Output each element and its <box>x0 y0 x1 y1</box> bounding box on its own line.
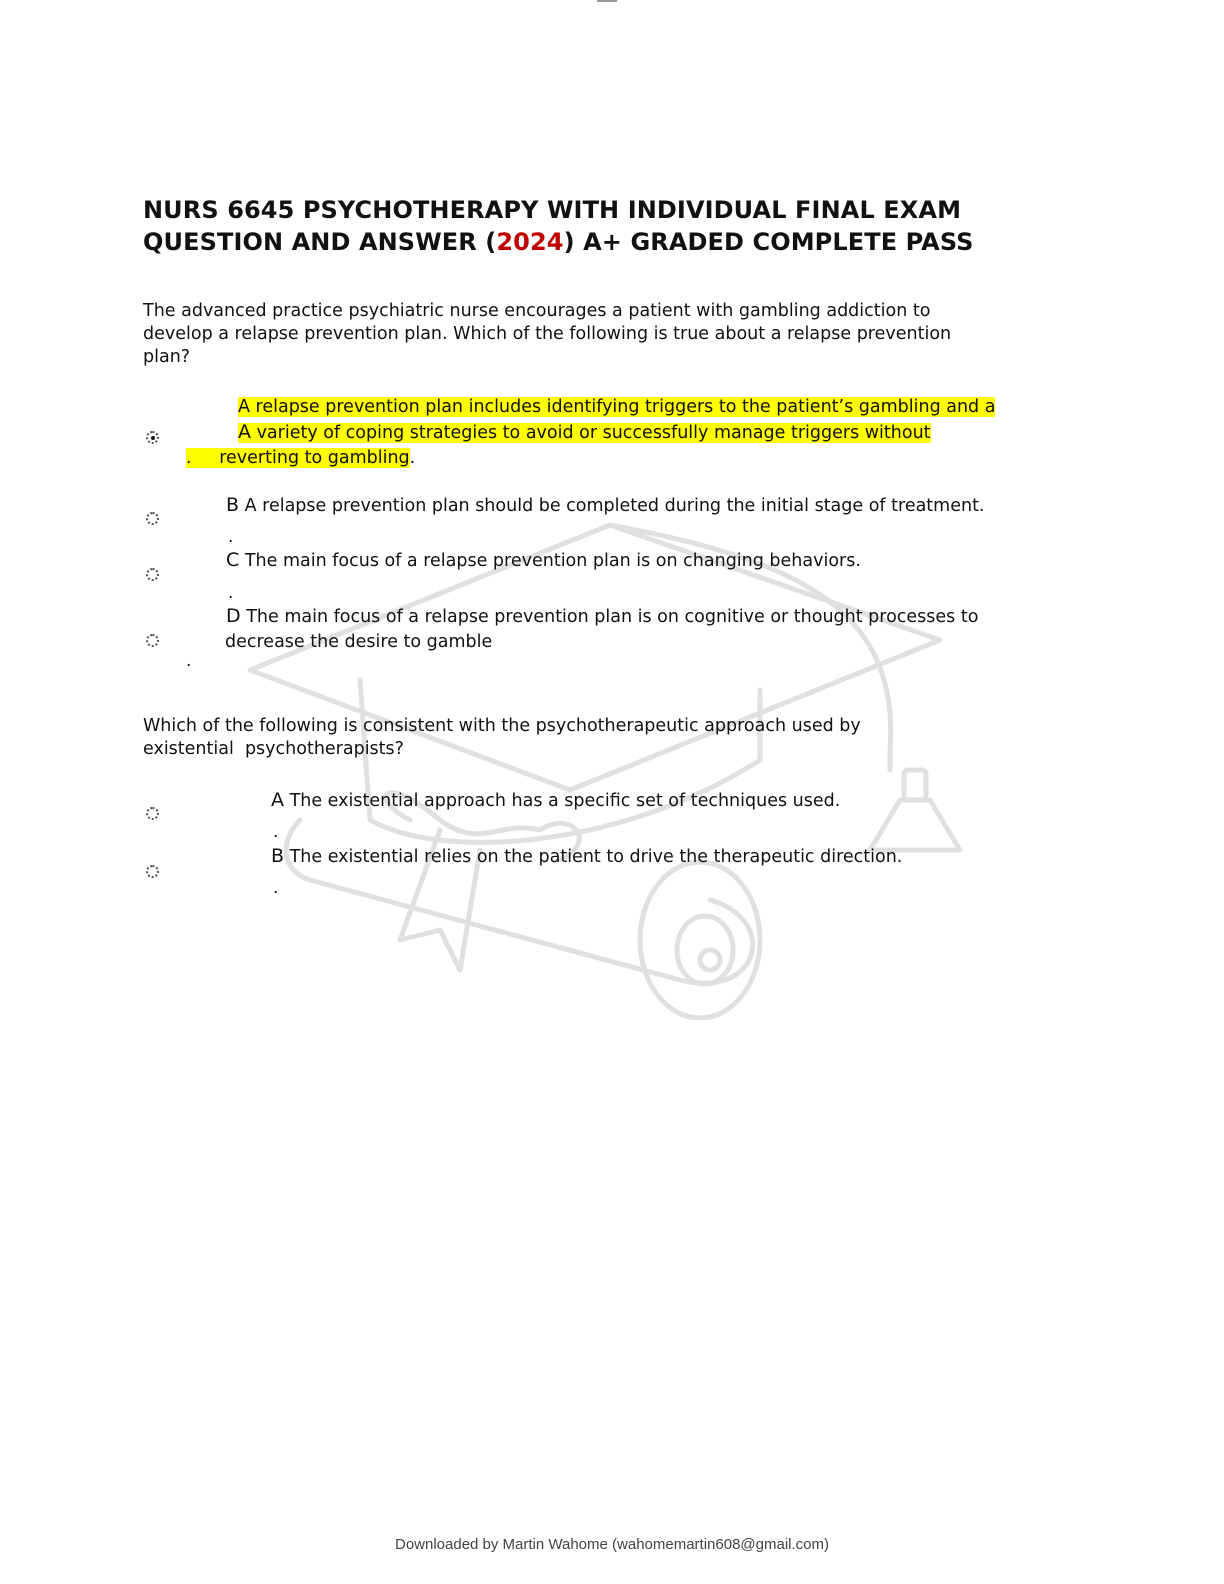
download-footer: Downloaded by Martin Wahome (wahomemartin608@gmail.com) <box>394 1536 829 1553</box>
q1-option-b-text: A relapse prevention plan should be completed during the initial stage of treatment. <box>239 496 985 516</box>
q1-option-d-text-2: decrease the desire to gamble <box>225 632 493 652</box>
q1-option-a-period: . <box>409 448 416 468</box>
q1-option-c <box>226 547 861 574</box>
question-1-text <box>143 300 1063 369</box>
question-1-line-3: plan? <box>143 347 191 367</box>
q1-option-d-line-1 <box>226 603 978 630</box>
q2-option-b-radio[interactable] <box>146 865 159 878</box>
question-2-text <box>143 715 1063 761</box>
q1-option-b-bullet: . <box>228 527 234 547</box>
q2-option-a-radio[interactable] <box>146 807 159 820</box>
document-title <box>143 194 974 258</box>
q1-option-d-text-1: The main focus of a relapse prevention plan is on cognitive or thought processes to <box>240 607 979 627</box>
q2-option-b <box>271 843 902 870</box>
q1-option-b-radio[interactable] <box>146 512 159 525</box>
question-2-line-2: existential psychotherapists? <box>143 739 404 759</box>
q1-option-a-text-2: variety of coping strategies to avoid or successfully manage triggers without <box>251 423 931 443</box>
top-marker <box>597 0 617 2</box>
q2-option-a <box>271 787 840 814</box>
q1-option-a-line-3 <box>186 445 415 471</box>
q1-option-c-bullet: . <box>228 583 234 603</box>
q1-option-d-bullet: . <box>186 651 192 671</box>
q1-option-a-bullet: . <box>186 448 192 468</box>
title-line-1: NURS 6645 PSYCHOTHERAPY WITH INDIVIDUAL FINAL EXAM <box>143 196 962 224</box>
q2-option-a-text: The existential approach has a specific set of techniques used. <box>284 791 841 811</box>
q1-option-d-radio[interactable] <box>146 634 159 647</box>
q1-option-c-text: The main focus of a relapse prevention plan is on changing behaviors. <box>239 551 861 571</box>
q1-option-a-letter: A <box>238 421 251 443</box>
q2-option-b-letter: B <box>271 845 285 867</box>
q1-option-d-letter: D <box>226 605 241 627</box>
q1-option-a-line-2 <box>238 419 931 446</box>
q1-option-a-line-1 <box>238 394 995 420</box>
q1-option-b <box>226 492 985 519</box>
q2-option-a-letter: A <box>271 789 284 811</box>
q1-option-c-radio[interactable] <box>146 568 159 581</box>
q1-option-a-text-3: reverting to gambling <box>219 448 410 468</box>
title-line-2-suffix: ) A+ GRADED COMPLETE PASS <box>563 228 974 256</box>
q2-option-b-text: The existential relies on the patient to drive the therapeutic direction. <box>284 847 903 867</box>
question-1-line-1: The advanced practice psychiatric nurse encourages a patient with gambling addiction to <box>143 301 931 321</box>
graduation-cap-diploma-icon <box>240 520 980 1020</box>
title-line-2-prefix: QUESTION AND ANSWER ( <box>143 228 497 256</box>
q2-option-b-bullet: . <box>273 878 279 898</box>
q1-option-b-letter: B <box>226 494 240 516</box>
q1-option-a-radio[interactable] <box>146 431 159 444</box>
q2-option-a-bullet: . <box>273 822 279 842</box>
q1-option-a-text-1: A relapse prevention plan includes identifying triggers to the patient’s gambling and a <box>238 397 996 417</box>
q1-option-c-letter: C <box>226 549 240 571</box>
title-year: 2024 <box>496 228 564 256</box>
question-2-line-1: Which of the following is consistent with the psychotherapeutic approach used by <box>143 716 861 736</box>
question-1-line-2: develop a relapse prevention plan. Which of the following is true about a relapse prevention <box>143 324 952 344</box>
